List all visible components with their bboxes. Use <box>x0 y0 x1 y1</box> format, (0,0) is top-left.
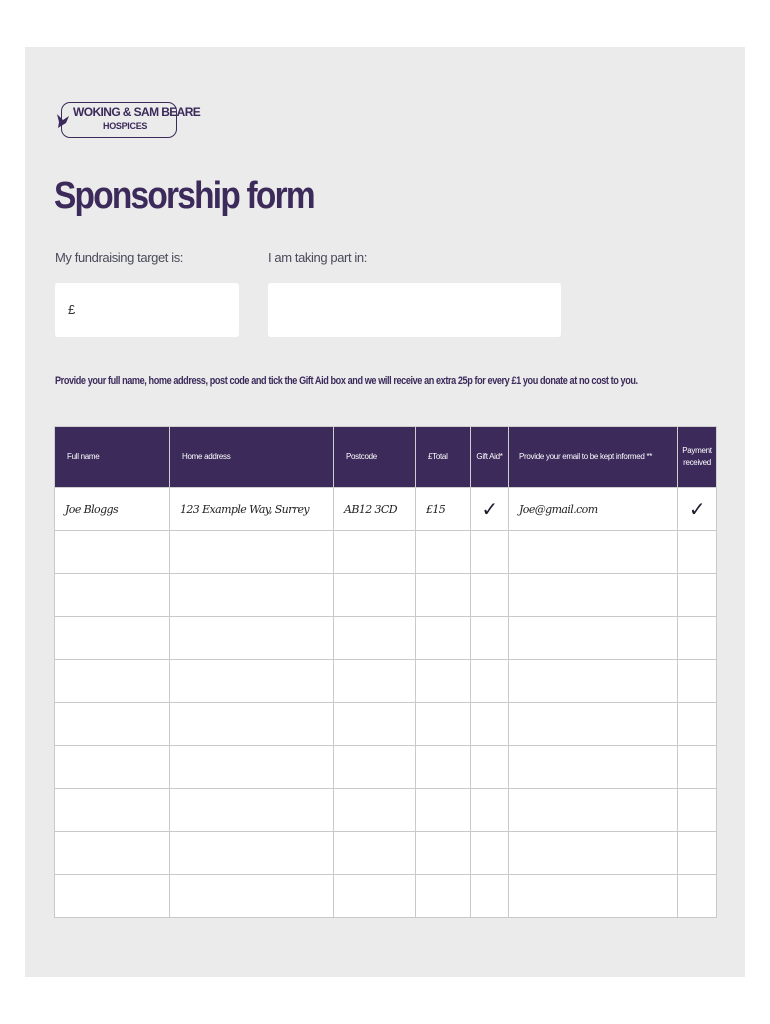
cell-gift-aid[interactable] <box>471 531 509 574</box>
cell-address[interactable] <box>170 703 334 746</box>
header-payment-received: Payment received <box>678 427 717 488</box>
logo-text-sub: HOSPICES <box>103 121 148 131</box>
currency-prefix: £ <box>68 302 76 317</box>
cell-payment[interactable] <box>678 531 717 574</box>
cell-address[interactable] <box>170 531 334 574</box>
cell-payment[interactable] <box>678 660 717 703</box>
cell-name[interactable] <box>55 703 170 746</box>
cell-postcode[interactable] <box>334 875 416 918</box>
cell-gift-aid[interactable] <box>471 660 509 703</box>
cell-gift-aid[interactable] <box>471 875 509 918</box>
cell-address[interactable] <box>170 875 334 918</box>
table-row <box>55 746 717 789</box>
table-row <box>55 660 717 703</box>
header-gift-aid: Gift Aid* <box>471 427 509 488</box>
logo-text-main: WOKING & SAM BEARE <box>73 105 201 119</box>
cell-gift-aid[interactable] <box>471 789 509 832</box>
cell-name[interactable] <box>55 832 170 875</box>
header-postcode: Postcode <box>334 427 416 488</box>
cell-postcode[interactable]: AB12 3CD <box>334 488 416 531</box>
cell-postcode[interactable] <box>334 617 416 660</box>
table-header-row <box>55 427 717 488</box>
cell-total[interactable] <box>416 789 471 832</box>
cell-name[interactable] <box>55 789 170 832</box>
table-row <box>55 703 717 746</box>
cell-total[interactable] <box>416 746 471 789</box>
cell-payment[interactable] <box>678 574 717 617</box>
sponsor-table <box>54 426 717 918</box>
cell-email[interactable] <box>509 574 678 617</box>
cell-total[interactable] <box>416 703 471 746</box>
cell-name[interactable] <box>55 660 170 703</box>
cell-address[interactable] <box>170 574 334 617</box>
page-title: Sponsorship form <box>54 175 314 217</box>
cell-gift-aid[interactable] <box>471 617 509 660</box>
cell-payment[interactable] <box>678 746 717 789</box>
cell-payment[interactable] <box>678 789 717 832</box>
cell-email[interactable] <box>509 531 678 574</box>
cell-total[interactable] <box>416 660 471 703</box>
cell-postcode[interactable] <box>334 703 416 746</box>
cell-name[interactable] <box>55 746 170 789</box>
cell-email[interactable] <box>509 617 678 660</box>
cell-total[interactable] <box>416 574 471 617</box>
cell-name[interactable] <box>55 875 170 918</box>
cell-postcode[interactable] <box>334 574 416 617</box>
cell-address[interactable] <box>170 789 334 832</box>
cell-email[interactable] <box>509 660 678 703</box>
cell-gift-aid[interactable] <box>471 746 509 789</box>
table-row <box>55 832 717 875</box>
cell-payment[interactable] <box>678 832 717 875</box>
cell-email[interactable] <box>509 875 678 918</box>
table-row <box>55 531 717 574</box>
target-label: My fundraising target is: <box>55 250 184 265</box>
gift-aid-instruction: Provide your full name, home address, post code and tick the Gift Aid box and we will receive an extra 25p for every £1 you donate at no cost to you. <box>55 375 638 387</box>
cell-postcode[interactable] <box>334 789 416 832</box>
cell-total[interactable] <box>416 531 471 574</box>
cell-email[interactable] <box>509 746 678 789</box>
cell-postcode[interactable] <box>334 746 416 789</box>
event-input[interactable] <box>268 283 561 337</box>
target-input[interactable] <box>55 283 239 337</box>
header-home-address: Home address <box>170 427 334 488</box>
table-row <box>55 875 717 918</box>
cell-name[interactable] <box>55 574 170 617</box>
cell-name[interactable] <box>55 531 170 574</box>
cell-gift-aid[interactable] <box>471 574 509 617</box>
table-row <box>55 789 717 832</box>
gift-aid-check-icon[interactable]: ✓ <box>471 488 509 531</box>
hospice-logo <box>55 102 201 140</box>
cell-total[interactable]: £15 <box>416 488 471 531</box>
cell-address[interactable]: 123 Example Way, Surrey <box>170 488 334 531</box>
cell-postcode[interactable] <box>334 660 416 703</box>
cell-address[interactable] <box>170 746 334 789</box>
cell-total[interactable] <box>416 617 471 660</box>
table-row <box>55 574 717 617</box>
cell-name[interactable] <box>55 617 170 660</box>
cell-email[interactable] <box>509 832 678 875</box>
cell-total[interactable] <box>416 875 471 918</box>
cell-total[interactable] <box>416 832 471 875</box>
cell-payment[interactable] <box>678 875 717 918</box>
form-sheet <box>25 47 745 977</box>
cell-address[interactable] <box>170 832 334 875</box>
cell-postcode[interactable] <box>334 531 416 574</box>
example-row <box>55 488 717 531</box>
header-email: Provide your email to be kept informed ** <box>509 427 678 488</box>
cell-address[interactable] <box>170 660 334 703</box>
payment-check-icon[interactable]: ✓ <box>678 488 717 531</box>
header-full-name: Full name <box>55 427 170 488</box>
cell-postcode[interactable] <box>334 832 416 875</box>
cell-email[interactable]: Joe@gmail.com <box>509 488 678 531</box>
cell-address[interactable] <box>170 617 334 660</box>
table-row <box>55 617 717 660</box>
cell-name[interactable]: Joe Bloggs <box>55 488 170 531</box>
cell-gift-aid[interactable] <box>471 703 509 746</box>
header-total: £Total <box>416 427 471 488</box>
cell-email[interactable] <box>509 703 678 746</box>
cell-payment[interactable] <box>678 703 717 746</box>
cell-payment[interactable] <box>678 617 717 660</box>
cell-gift-aid[interactable] <box>471 832 509 875</box>
cell-email[interactable] <box>509 789 678 832</box>
event-label: I am taking part in: <box>268 250 367 265</box>
